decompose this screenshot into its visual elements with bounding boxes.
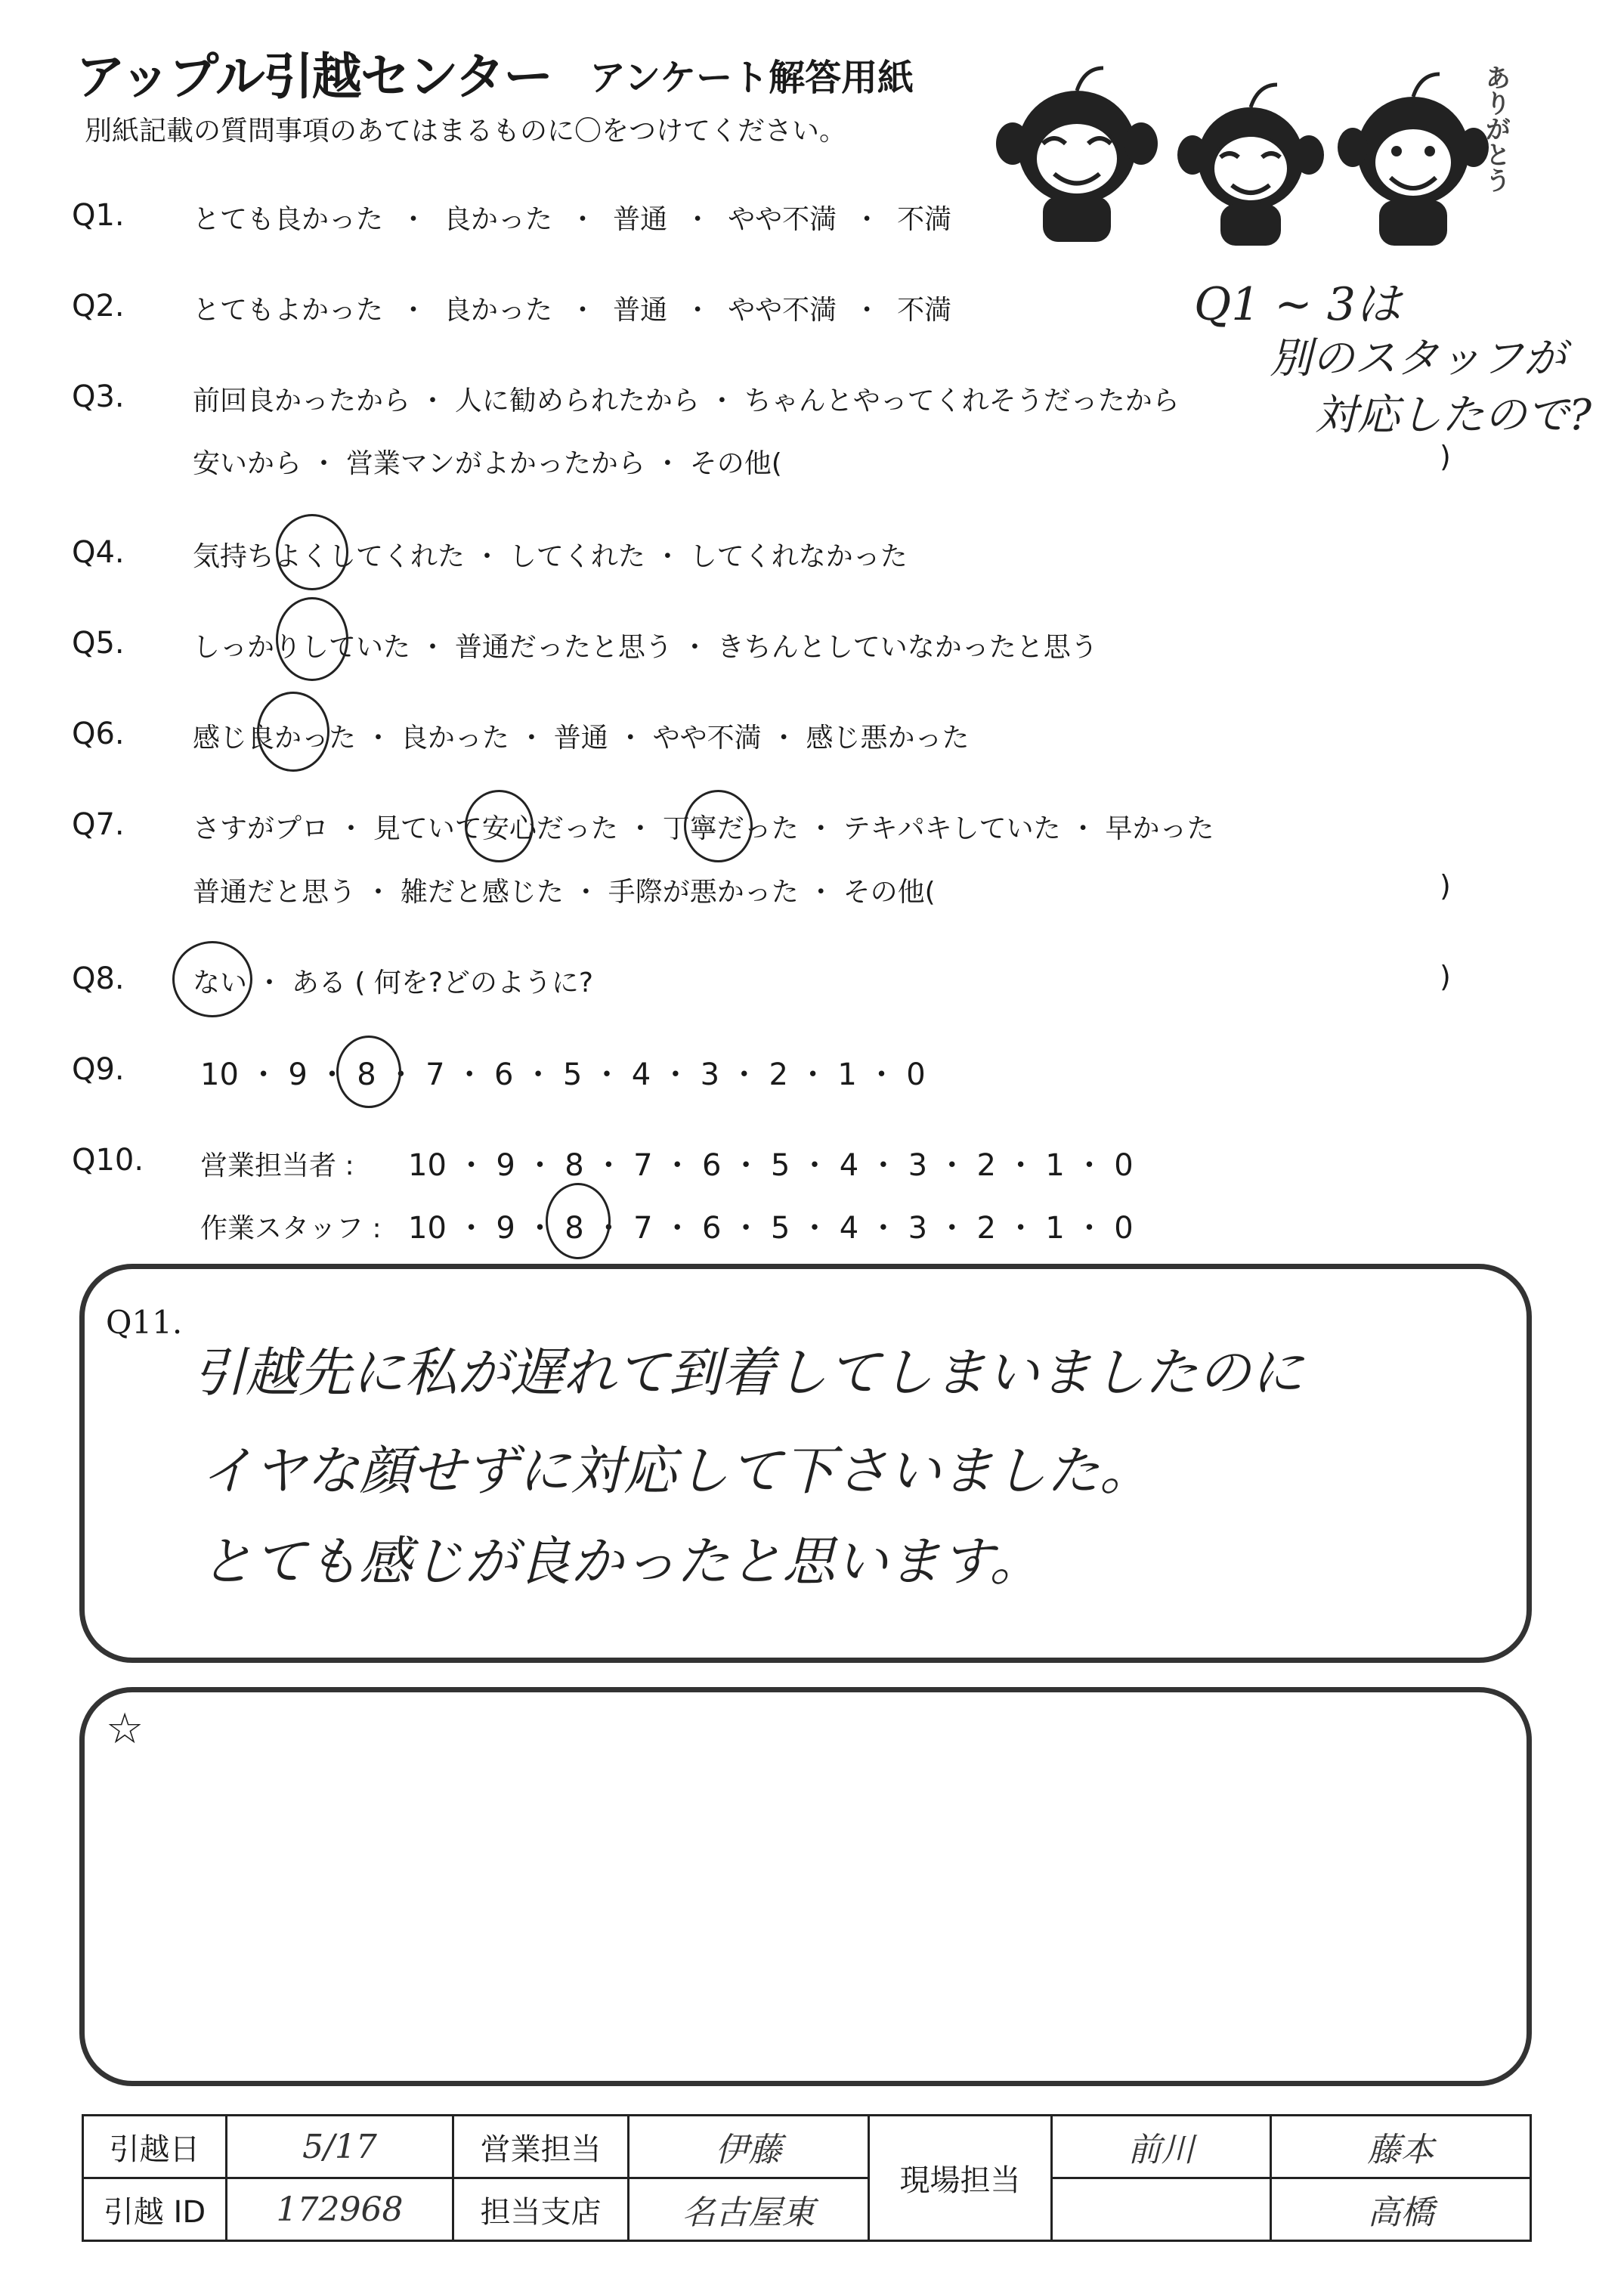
footer-table [82,2114,1532,2242]
q7-answer-circle-1 [465,790,534,862]
q1-option-4[interactable]: やや不満 [728,204,837,235]
brand-title: アップル引越センター [76,48,552,106]
q2-option-5[interactable]: 不満 [897,295,952,326]
q1-option-1[interactable]: とても良かった [193,204,384,235]
q6-answer-circle [257,692,329,772]
q3-options-line-1[interactable]: 前回良かったから ・ 人に勧められたから ・ ちゃんとやってくれそうだったから [193,385,1180,416]
q6-options[interactable]: 感じ良かった ・ 良かった ・ 普通 ・ やや不満 ・ 感じ悪かった [193,723,970,754]
q8-paren-close: ) [1440,960,1451,993]
sales-staff-value[interactable]: 伊藤 [629,2116,869,2178]
q5-number: Q5. [72,626,125,661]
monkey-mascots-icon [990,45,1504,249]
site-staff-value-1[interactable]: 前川 [1052,2116,1271,2178]
q8-number: Q8. [72,961,125,996]
q7-paren-close: ) [1440,869,1451,902]
q9-number: Q9. [72,1052,125,1087]
q1-option-3[interactable]: 普通 [613,204,668,235]
star-icon: ☆ [106,1704,144,1754]
form-title: アンケート解答用紙 [589,57,914,99]
q2-option-3[interactable]: 普通 [613,295,668,326]
q2-number: Q2. [72,289,125,324]
q3-paren-close: ) [1440,440,1451,473]
star-comment-box[interactable] [79,1687,1532,2086]
site-staff-value-3[interactable]: 高橋 [1271,2178,1531,2241]
sales-staff-label: 営業担当 [453,2116,629,2178]
q2-option-1[interactable]: とてもよかった [193,295,384,326]
branch-label: 担当支店 [453,2178,629,2241]
q11-comment-line-3: とても感じが良かったと思います。 [200,1531,1043,1593]
site-staff-value-2[interactable]: 藤本 [1271,2116,1531,2178]
q4-number: Q4. [72,535,125,570]
margin-note-line-2: 別のスタッフが [1270,334,1566,383]
q10-sales-scale[interactable]: 10 ・ 9 ・ 8 ・ 7 ・ 6 ・ 5 ・ 4 ・ 3 ・ 2 ・ 1 ・ 0 [408,1148,1134,1183]
site-staff-label: 現場担当 [869,2116,1052,2241]
q1-option-5[interactable]: 不満 [897,204,952,235]
q8-answer-circle [172,941,252,1017]
move-id-value[interactable]: 172968 [227,2178,453,2241]
q11-comment-line-1: 引越先に私が遅れて到着してしまいましたのに [193,1342,1304,1404]
instruction-text: 別紙記載の質問事項のあてはまるものに〇をつけてください。 [85,116,847,147]
q9-scale[interactable]: 10 ・ 9 ・ 8 ・ 7 ・ 6 ・ 5 ・ 4 ・ 3 ・ 2 ・ 1 ・ 0 [200,1057,926,1092]
q3-number: Q3. [72,379,125,414]
q1-options: とても良かった ・ 良かった ・ 普通 ・ やや不満 ・ 不満 [193,204,952,235]
q1-option-2[interactable]: 良かった [444,204,553,235]
q10-staff-scale[interactable]: 10 ・ 9 ・ 8 ・ 7 ・ 6 ・ 5 ・ 4 ・ 3 ・ 2 ・ 1 ・ 0 [408,1211,1134,1246]
q6-number: Q6. [72,717,125,751]
q7-options-line-1[interactable]: さすがプロ ・ 見ていて安心だった ・ 丁寧だった ・ テキパキしていた ・ 早かった [193,813,1214,844]
q11-comment-line-2: イヤな顔せずに対応して下さいました。 [200,1440,1152,1502]
q4-options[interactable]: 気持ちよくしてくれた ・ してくれた ・ してくれなかった [193,541,908,572]
q4-answer-circle [276,514,348,590]
q7-options-line-2[interactable]: 普通だと思う ・ 雑だと感じた ・ 手際が悪かった ・ その他( [193,877,936,908]
q5-answer-circle [276,597,348,681]
q3-options-line-2[interactable]: 安いから ・ 営業マンがよかったから ・ その他( [193,448,782,479]
q1-number: Q1. [72,198,125,233]
q8-options[interactable]: ない ・ ある ( 何を?どのように? [193,967,594,998]
q10-number: Q10. [72,1143,144,1178]
mascot-caption: ありがとう [1480,64,1511,193]
q10-sales-label: 営業担当者 : [200,1150,354,1181]
q10-staff-label: 作業スタッフ : [200,1213,382,1244]
q9-answer-circle [336,1036,401,1108]
branch-value[interactable]: 名古屋東 [629,2178,869,2241]
q11-label: Q11. [106,1304,183,1341]
q2-option-2[interactable]: 良かった [444,295,553,326]
q2-option-4[interactable]: やや不満 [728,295,837,326]
move-id-label: 引越 ID [83,2178,227,2241]
margin-note-line-1: Q1 ~ 3は [1194,278,1401,331]
q5-options[interactable]: しっかりしていた ・ 普通だったと思う ・ きちんとしていなかったと思う [193,632,1098,663]
move-date-label: 引越日 [83,2116,227,2178]
move-date-value[interactable]: 5/17 [227,2116,453,2178]
q10-staff-answer-circle [546,1183,611,1259]
q7-number: Q7. [72,807,125,842]
site-staff-empty-cell[interactable] [1052,2178,1271,2241]
q7-answer-circle-2 [684,790,753,862]
q2-options: とてもよかった ・ 良かった ・ 普通 ・ やや不満 ・ 不満 [193,295,952,326]
margin-note-line-3: 対応したので? [1315,391,1592,440]
